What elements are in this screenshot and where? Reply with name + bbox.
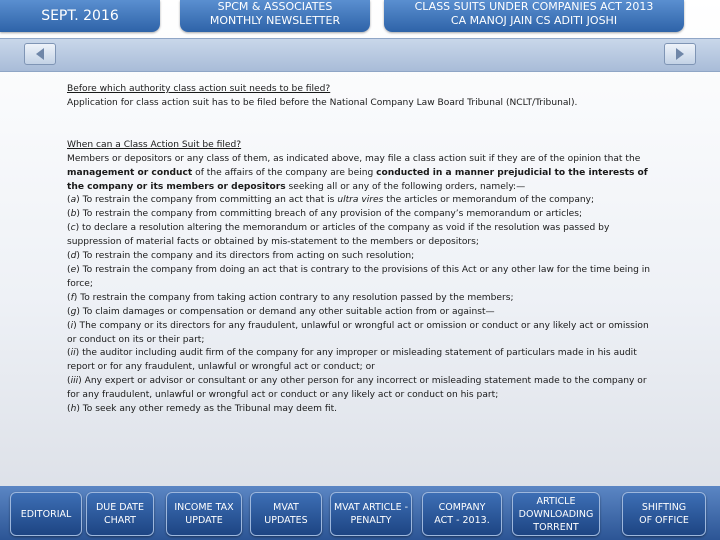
- menu-button-label: DOWNLOADING: [518, 508, 594, 520]
- order-item-label: (g): [67, 306, 80, 317]
- order-item: (ii) the auditor including audit firm of the company for any improper or misleading statement of particulars made in his audit report or for any fraudulent, unlawful or wrongful act or conduct; or: [67, 348, 637, 373]
- menu-mvat-updates-button[interactable]: [250, 492, 322, 536]
- firm-name: SPCM & ASSOCIATES: [217, 0, 333, 13]
- order-item-label: (iii): [67, 376, 82, 387]
- answer-authority: Application for class action suit has to be filed before the National Company Law Board Tribunal (NCLT/Tribunal).: [67, 97, 578, 108]
- question-authority: Before which authority class action suit needs to be filed?: [67, 84, 331, 94]
- article-authors: CA MANOJ JAIN CS ADITI JOSHI: [450, 14, 618, 27]
- menu-button-label: INCOME TAX: [174, 502, 234, 513]
- order-item: (i) The company or its directors for any fraudulent, unlawful or wrongful act or omission or conduct or any likely act or omission or conduct on its or their part;: [67, 320, 649, 345]
- menu-button-label: MVAT ARTICLE -: [333, 502, 409, 513]
- menu-button-label: DUE DATE: [95, 502, 144, 513]
- menu-button-label: ACT - 2013.: [434, 515, 490, 526]
- order-item: (d) To restrain the company and its directors from acting on such resolution;: [67, 251, 415, 262]
- order-item-label: (ii): [67, 348, 80, 359]
- triangle-left-icon: [33, 47, 47, 61]
- menu-shifting-office-button[interactable]: [622, 492, 706, 536]
- menu-button-label: EDITORIAL: [20, 508, 72, 520]
- menu-button-label: OF OFFICE: [639, 515, 689, 526]
- order-item: (iii) Any expert or advisor or consultant or any other person for any incorrect or misleading statement made to the company or for any fraudulent, unlawful or wrongful act or conduct or any likely act or conduct on his part;: [67, 376, 647, 401]
- menu-editorial-button[interactable]: [10, 492, 82, 536]
- menu-button-label: MVAT: [273, 502, 299, 513]
- order-item: (b) To restrain the company from committing breach of any provision of the company’s memorandum or articles;: [67, 209, 583, 220]
- orders-list: [67, 194, 657, 417]
- menu-button-label: SHIFTING: [641, 502, 687, 513]
- order-item-label: (e): [67, 264, 80, 275]
- menu-button-label: UPDATES: [264, 515, 308, 526]
- navigation-bar: [0, 38, 720, 72]
- answer-intro: Members or depositors or any class of them, as indicated above, may file a class action suit if they are of the opinion that the management or conduct of the affairs of the company are being conducted in a manner prejudicial to the interests of the company or its members or depositors seeking all or any of the following orders, namely:—: [67, 153, 648, 192]
- order-item-label: (h): [67, 404, 80, 415]
- article-topic: CLASS SUITS UNDER COMPANIES ACT 2013: [414, 0, 654, 13]
- menu-button-label: PENALTY: [350, 515, 392, 526]
- menu-article-torrent-button[interactable]: [512, 492, 600, 536]
- order-item-label: (b): [67, 209, 80, 220]
- order-item: (e) To restrain the company from doing an act that is contrary to the provisions of this Act or any other law for the time being in force;: [67, 264, 651, 289]
- order-item-label: (i): [67, 320, 77, 331]
- article-body: [67, 83, 657, 417]
- article-title: [384, 0, 684, 32]
- menu-income-tax-update-button[interactable]: [166, 492, 242, 536]
- menu-button-label: TORRENT: [533, 521, 579, 533]
- order-item: (f) To restrain the company from taking action contrary to any resolution passed by the members;: [67, 292, 514, 303]
- order-item-label: (c): [67, 223, 80, 234]
- menu-button-label: ARTICLE: [536, 495, 576, 507]
- order-item-label: (d): [67, 251, 80, 262]
- menu-due-date-chart-button[interactable]: [86, 492, 154, 536]
- order-item: (g) To claim damages or compensation or demand any other suitable action from or against—: [67, 306, 495, 317]
- menu-mvat-article-penalty-button[interactable]: [330, 492, 412, 536]
- header-bar: [0, 0, 720, 32]
- order-item-label: (a): [67, 195, 80, 206]
- order-item: (c) to declare a resolution altering the memorandum or articles of the company as void if the resolution was passed by suppression of material facts or obtained by mis-statement to the members or depositors;: [67, 223, 610, 248]
- menu-button-label: UPDATE: [185, 515, 223, 526]
- order-item: (h) To seek any other remedy as the Tribunal may deem fit.: [67, 404, 338, 415]
- menu-company-act-button[interactable]: [422, 492, 502, 536]
- firm-title: [180, 0, 370, 32]
- newsletter-date: SEPT. 2016: [0, 0, 160, 32]
- order-item: (a) To restrain the company from committing an act that is ultra vires the articles or memorandum of the company;: [67, 195, 595, 206]
- question-when: When can a Class Action Suit be filed?: [67, 139, 242, 150]
- previous-page-button[interactable]: [24, 43, 56, 65]
- next-page-button[interactable]: [664, 43, 696, 65]
- menu-button-label: COMPANY: [438, 502, 486, 513]
- order-item-label: (f): [67, 292, 78, 303]
- newsletter-name: MONTHLY NEWSLETTER: [209, 14, 341, 27]
- menu-button-label: CHART: [103, 515, 136, 526]
- triangle-right-icon: [673, 47, 687, 61]
